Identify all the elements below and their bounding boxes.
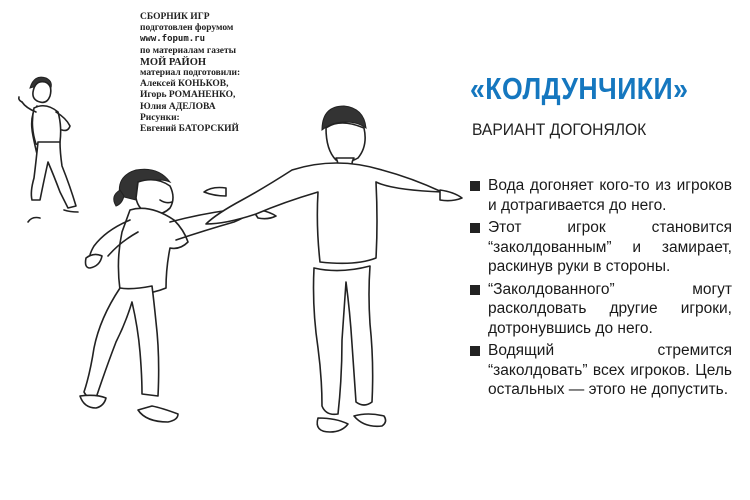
credits-line: материал подготовили: xyxy=(140,68,241,79)
credits-illustrator: Евгений БАТОРСКИЙ xyxy=(140,124,239,135)
credits-line: подготовлен форумом xyxy=(140,23,234,34)
credits-author: Алексей КОНЬКОВ, xyxy=(140,79,229,90)
game-subtitle: ВАРИАНТ ДОГОНЯЛОК xyxy=(472,120,647,139)
square-bullet-icon xyxy=(470,285,480,295)
frozen-boy-figure xyxy=(204,106,462,432)
credits-website: www.fopum.ru xyxy=(140,34,206,45)
rule-text: Водящий стремится “заколдовать” всех игроков. Цель остальных — этого не допустить. xyxy=(488,342,732,398)
rule-text: Вода догоняет кого-то из игроков и дотрагивается до него. xyxy=(488,177,732,214)
running-boy-figure xyxy=(19,77,78,222)
square-bullet-icon xyxy=(470,346,480,356)
rule-text: “Заколдованного” могут расколдовать другие игроки, дотронувшись до него. xyxy=(488,280,732,337)
rule-item xyxy=(470,341,732,400)
square-bullet-icon xyxy=(470,181,480,191)
credits-author: Юлия АДЕЛОВА xyxy=(140,101,216,112)
credits-line: по материалам газеты xyxy=(140,45,237,56)
credits-block xyxy=(140,12,320,135)
rule-text: Этот игрок становится “заколдованным” и замирает, раскинув руки в стороны. xyxy=(488,219,732,275)
rule-item xyxy=(470,280,732,339)
rules-list xyxy=(470,176,732,403)
game-title: «КОЛДУНЧИКИ» xyxy=(470,71,689,106)
rule-item xyxy=(470,218,732,277)
credits-line: Рисунки: xyxy=(140,112,180,123)
credits-newspaper: МОЙ РАЙОН xyxy=(140,56,207,68)
credits-line: СБОРНИК ИГР xyxy=(140,12,210,22)
credits-author: Игорь РОМАНЕНКО, xyxy=(140,90,236,101)
square-bullet-icon xyxy=(470,223,480,233)
rule-item xyxy=(470,176,732,215)
